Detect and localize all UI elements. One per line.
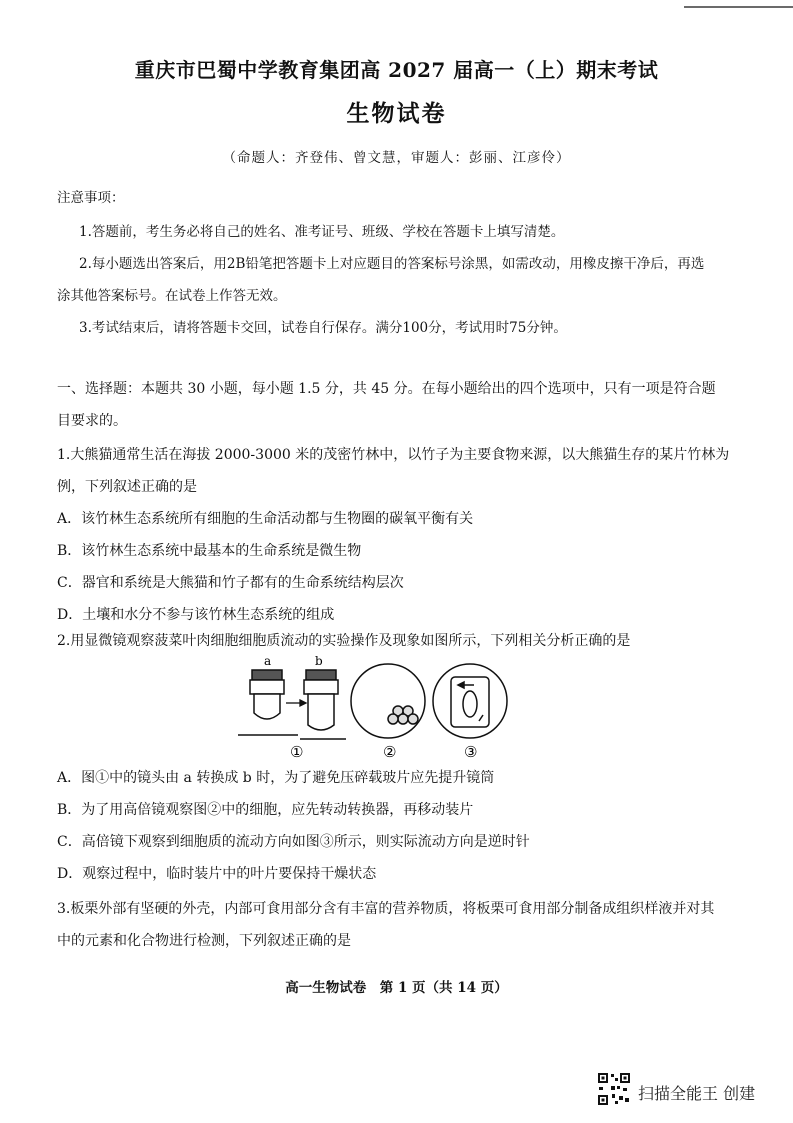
notes-item-3: 3.考试结束后，请将答题卡交回，试卷自行保存。满分100分，考试用时75分钟。 (79, 320, 567, 336)
qr-code-icon (597, 1072, 631, 1106)
fig-number-3: ③ (464, 743, 478, 761)
exam-title: 重庆市巴蜀中学教育集团高 2027 届高一（上）期末考试 (134, 58, 659, 82)
field-of-view-flow (433, 664, 507, 738)
q1-option-c: C．器官和系统是大熊猫和竹子都有的生命系统结构层次 (57, 575, 404, 591)
microscope-figure-svg (238, 655, 528, 761)
fig-number-1: ① (290, 743, 304, 761)
objective-lens-b (300, 670, 346, 739)
scan-edge-line (684, 6, 793, 8)
q2-stem: 2.用显微镜观察菠菜叶肉细胞细胞质流动的实验操作及现象如图所示，下列相关分析正确的是 (57, 633, 631, 649)
q3-stem-cont: 中的元素和化合物进行检测，下列叙述正确的是 (57, 933, 351, 949)
q1-stem-cont: 例，下列叙述正确的是 (57, 479, 197, 495)
notes-item-2: 2.每小题选出答案后，用2B铅笔把答题卡上对应题目的答案标号涂黑，如需改动，用橡皮擦干净后，再选 (79, 256, 705, 272)
switch-arrow (286, 700, 306, 706)
exam-authors: （命题人：齐登伟、曾文慧，审题人：彭丽、江彦伶） (222, 150, 571, 166)
q2-option-a: A．图①中的镜头由 a 转换成 b 时，为了避免压碎载玻片应先提升镜筒 (57, 770, 495, 786)
q1-option-d: D．土壤和水分不参与该竹林生态系统的组成 (57, 607, 335, 623)
q2-option-c: C．高倍镜下观察到细胞质的流动方向如图③所示，则实际流动方向是逆时针 (57, 834, 530, 850)
q1-stem: 1.大熊猫通常生活在海拔 2000-3000 米的茂密竹林中，以竹子为主要食物来源，以大熊猫生存的某片竹林为 (57, 447, 730, 463)
q1-option-a: A．该竹林生态系统所有细胞的生命活动都与生物圈的碳氧平衡有关 (57, 511, 474, 527)
fig-number-2: ② (383, 743, 397, 761)
fig-label-b: b (315, 655, 323, 668)
notes-item-1: 1.答题前，考生务必将自己的姓名、准考证号、班级、学校在答题卡上填写清楚。 (79, 224, 565, 240)
fig-label-a: a (264, 655, 272, 668)
notes-heading: 注意事项： (57, 190, 125, 206)
field-of-view-cells (351, 664, 425, 738)
scanner-watermark: 扫描全能王 创建 (638, 1084, 756, 1103)
section-heading: 一、选择题：本题共 30 小题，每小题 1.5 分，共 45 分。在每小题给出的四个选项中，只有一项是符合题 (57, 381, 716, 397)
page-footer: 高一生物试卷 第 1 页（共 14 页） (285, 980, 508, 996)
notes-item-2-cont: 涂其他答案标号。在试卷上作答无效。 (57, 288, 287, 304)
exam-subtitle: 生物试卷 (346, 100, 447, 127)
q2-option-d: D．观察过程中，临时装片中的叶片要保持干燥状态 (57, 866, 377, 882)
q1-option-b: B．该竹林生态系统中最基本的生命系统是微生物 (57, 543, 362, 559)
microscope-figure (238, 655, 528, 761)
q2-option-b: B．为了用高倍镜观察图②中的细胞，应先转动转换器，再移动装片 (57, 802, 474, 818)
q3-stem: 3.板栗外部有坚硬的外壳，内部可食用部分含有丰富的营养物质，将板栗可食用部分制备成组织样液并对其 (57, 901, 715, 917)
section-heading-cont: 目要求的。 (57, 413, 127, 429)
